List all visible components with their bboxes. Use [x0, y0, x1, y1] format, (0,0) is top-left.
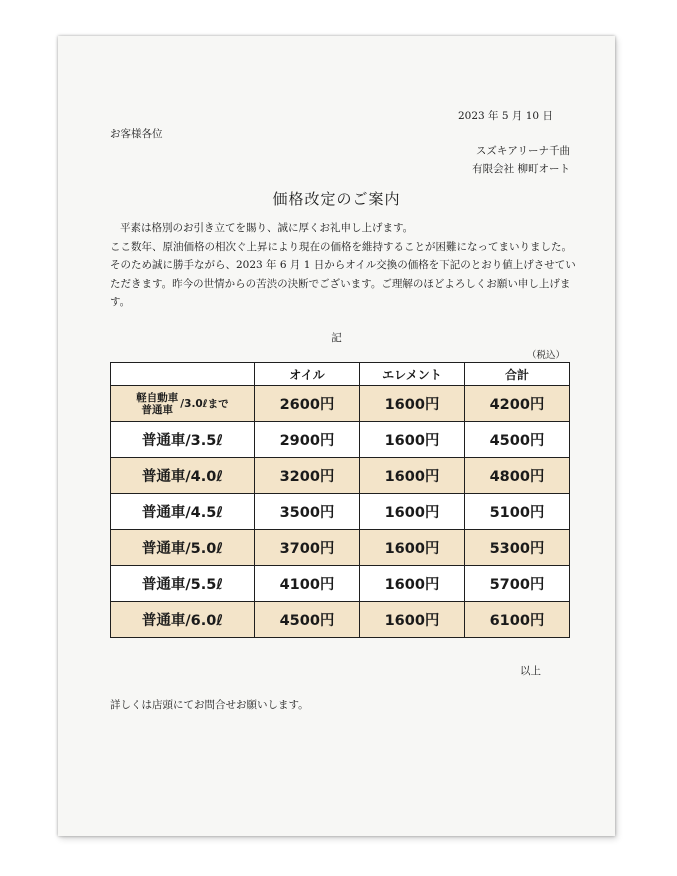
row-label: 普通車/4.0ℓ: [111, 458, 255, 494]
header-cell-oil: オイル: [255, 363, 360, 386]
total-price: 4200円: [465, 386, 570, 422]
oil-price: 2900円: [255, 422, 360, 458]
element-price: 1600円: [360, 602, 465, 638]
total-price: 4500円: [465, 422, 570, 458]
row-label: 普通車/5.0ℓ: [111, 530, 255, 566]
oil-price: 3200円: [255, 458, 360, 494]
element-price: 1600円: [360, 422, 465, 458]
oil-price: 4100円: [255, 566, 360, 602]
table-row: [111, 386, 570, 422]
element-price: 1600円: [360, 458, 465, 494]
total-price: 5300円: [465, 530, 570, 566]
addressee: お客様各位: [110, 128, 163, 140]
row-label: 普通車/3.5ℓ: [111, 422, 255, 458]
oil-price: 3700円: [255, 530, 360, 566]
ki-marker: 記: [331, 332, 342, 344]
table-row: [111, 422, 570, 458]
oil-price: 3500円: [255, 494, 360, 530]
row-label: 普通車/6.0ℓ: [111, 602, 255, 638]
letter-body: [110, 219, 580, 312]
element-price: 1600円: [360, 530, 465, 566]
letter-date: 2023 年 5 月 10 日: [458, 110, 553, 122]
closing-ijo: 以上: [520, 665, 541, 677]
row-label: 普通車/5.5ℓ: [111, 566, 255, 602]
body-announcement: ここ数年、原油価格の相次ぐ上昇により現在の価格を維持することが困難になってまいりました。そのため誠に勝手ながら、2023 年 6 月 1 日からオイル交換の価格を下記のとおり値上げさせていただきます。昨今の世情からの苦渋の決断でございます。ご理解のほどよろしくお願い申し上げます。: [110, 240, 576, 308]
header-cell-element: エレメント: [360, 363, 465, 386]
total-price: 5100円: [465, 494, 570, 530]
row-label-suffix: /3.0ℓまで: [180, 398, 229, 410]
table-header-row: [111, 363, 570, 386]
letter-title: 価格改定のご案内: [272, 190, 401, 208]
body-greeting: 平素は格別のお引き立てを賜り、誠に厚くお礼申し上げます。: [120, 222, 414, 234]
table-row: [111, 566, 570, 602]
row-label: 普通車/4.5ℓ: [111, 494, 255, 530]
total-price: 4800円: [465, 458, 570, 494]
table-row: [111, 458, 570, 494]
sender-store: スズキアリーナ千曲: [475, 145, 570, 157]
element-price: 1600円: [360, 386, 465, 422]
row-label-futsu: 普通車: [141, 403, 174, 416]
price-table: [110, 362, 570, 638]
table-row: [111, 602, 570, 638]
oil-price: 4500円: [255, 602, 360, 638]
footer-note: 詳しくは店頭にてお問合せお願いします。: [110, 699, 309, 711]
tax-note: （税込）: [526, 350, 565, 361]
table-row: [111, 494, 570, 530]
element-price: 1600円: [360, 494, 465, 530]
row-label: [111, 386, 255, 422]
header-cell-blank: [111, 363, 255, 386]
total-price: 5700円: [465, 566, 570, 602]
sender-company: 有限会社 柳町オート: [472, 163, 570, 175]
total-price: 6100円: [465, 602, 570, 638]
header-cell-total: 合計: [465, 363, 570, 386]
oil-price: 2600円: [255, 386, 360, 422]
row-label-kei: 軽自動車: [136, 391, 179, 404]
element-price: 1600円: [360, 566, 465, 602]
letter-paper: [58, 36, 615, 836]
table-row: [111, 530, 570, 566]
